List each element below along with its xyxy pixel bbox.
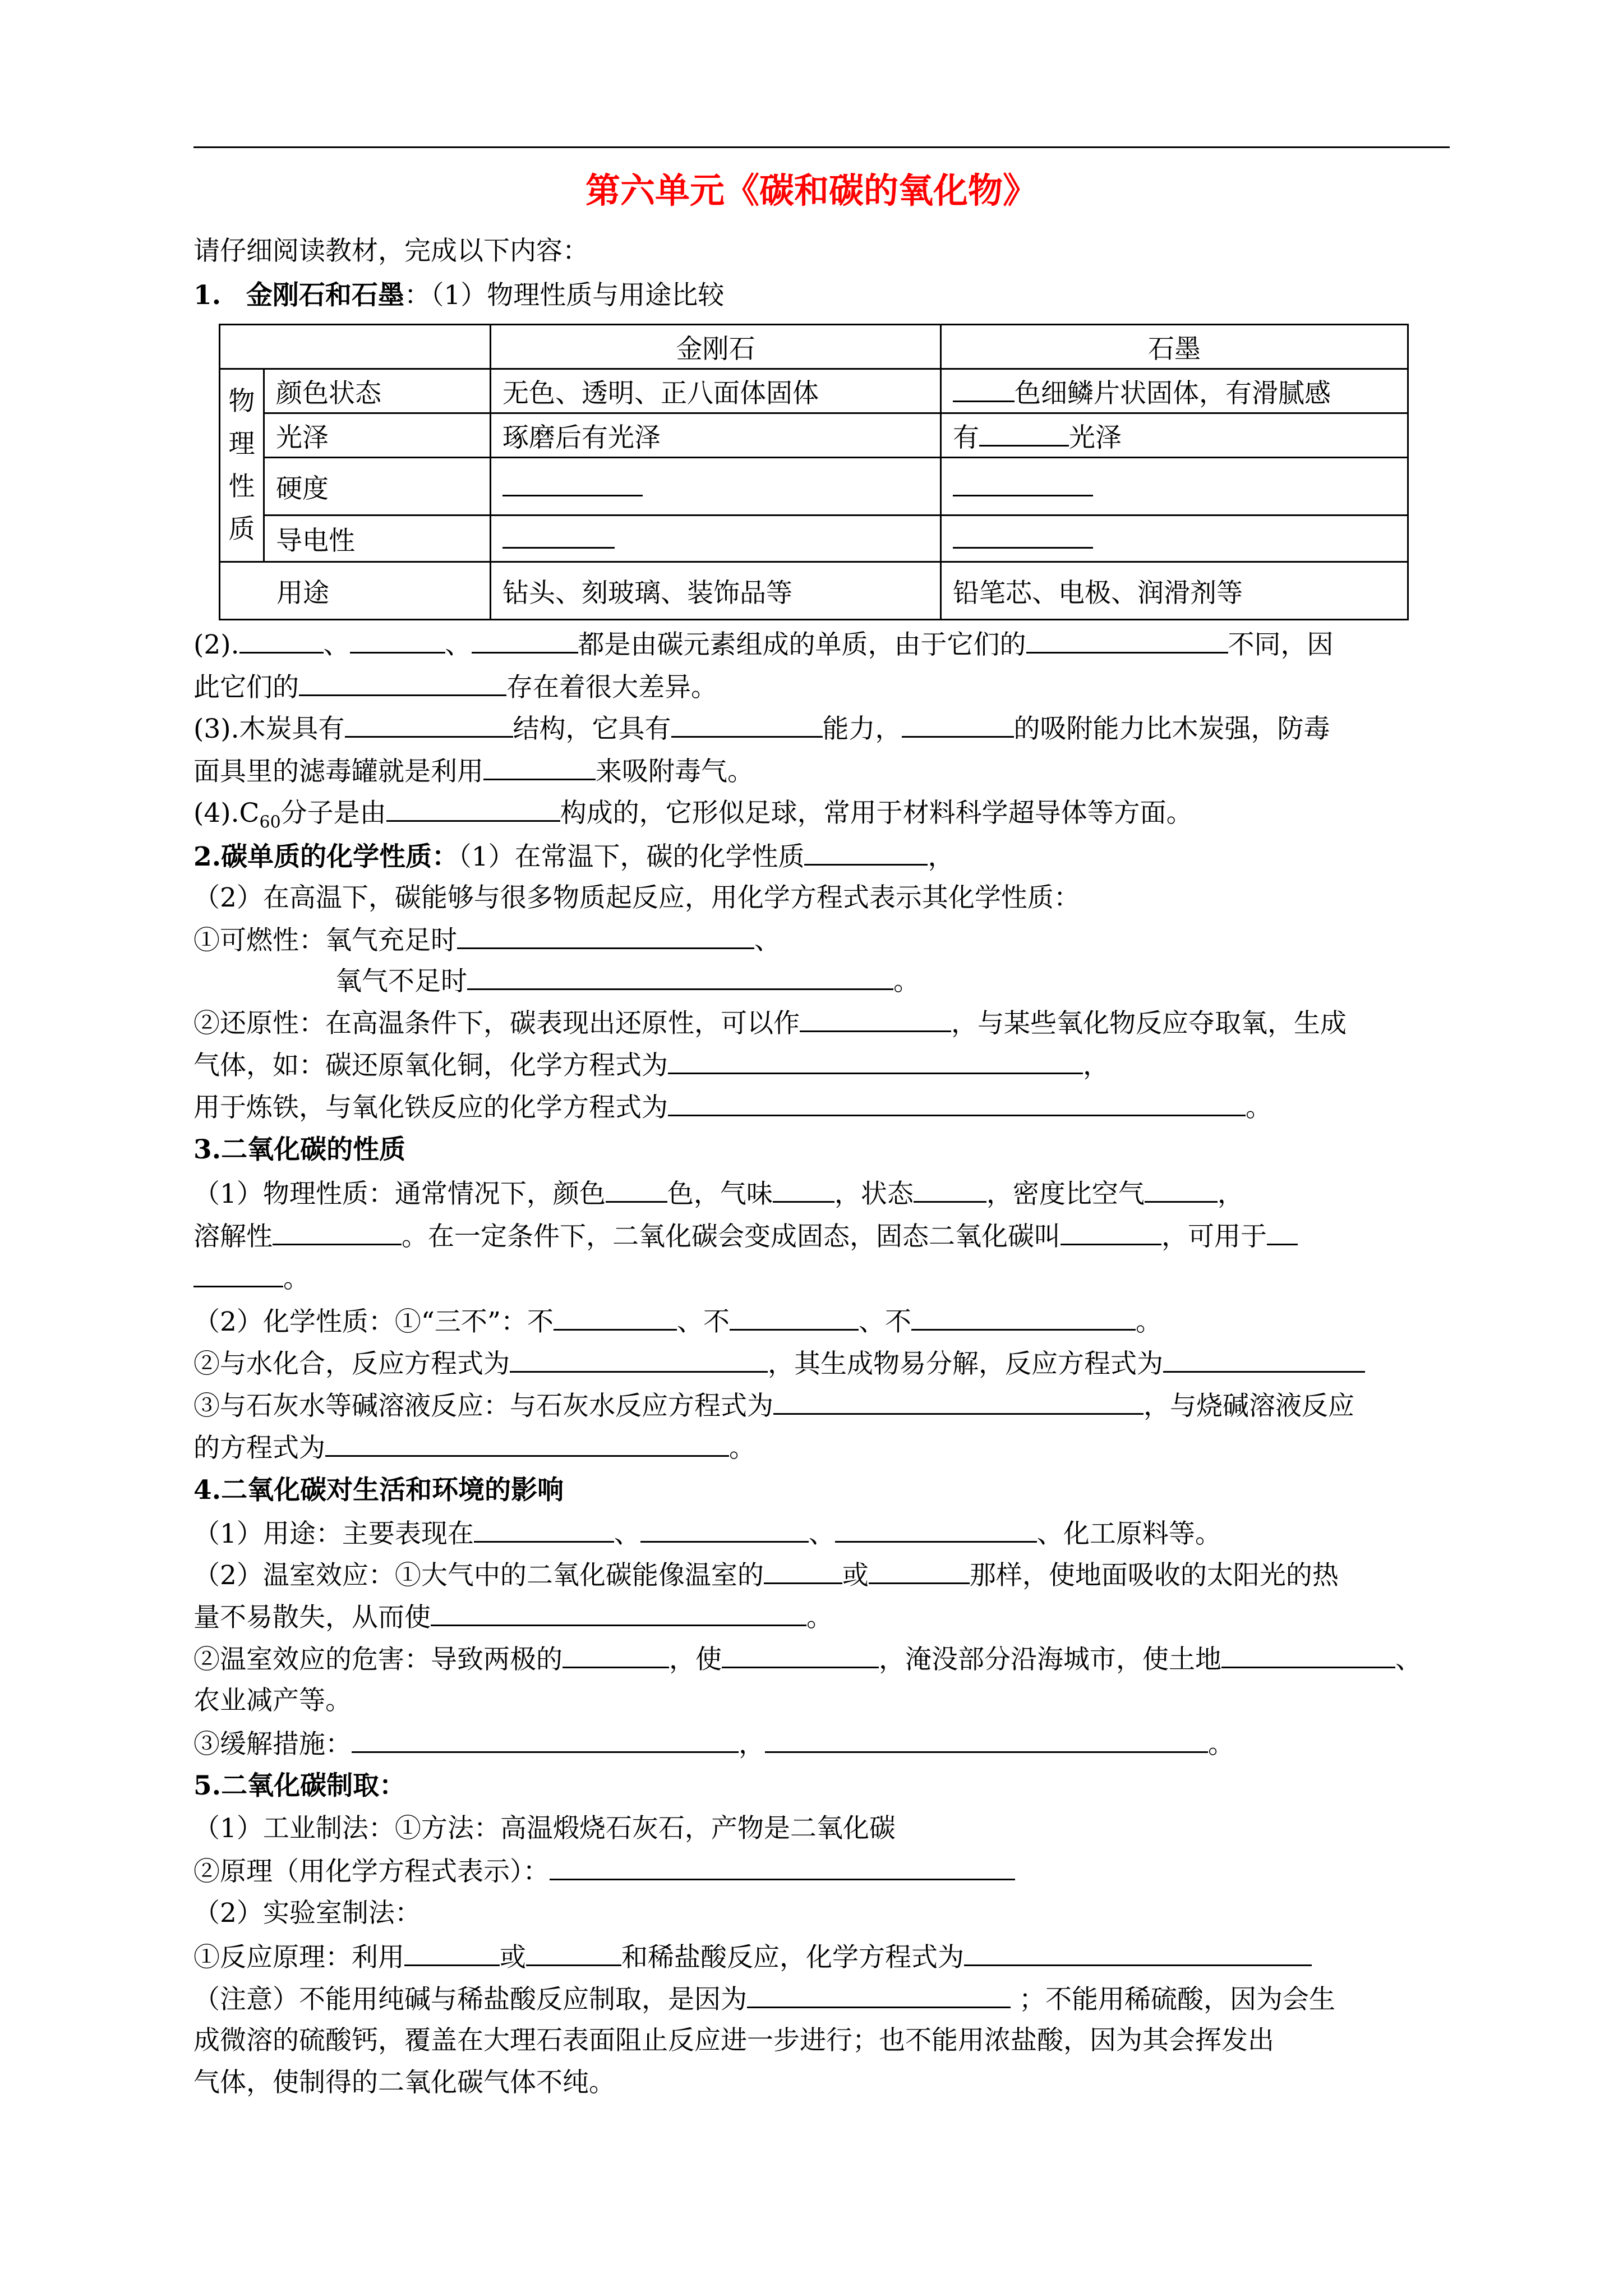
blank-field[interactable]: [457, 923, 754, 949]
section5-title: 5.二氧化碳制取：: [193, 1770, 406, 1801]
section5-heading: [193, 1769, 405, 1803]
section2-title: 2.碳单质的化学性质：: [193, 841, 459, 872]
graphite-text: 有: [953, 422, 979, 453]
blank-field[interactable]: [467, 964, 893, 990]
section4-line1: [193, 1516, 1221, 1551]
s5-text: 成微溶的硫酸钙，覆盖在大理石表面阻止反应进一步进行；也不能用浓盐酸，因为其会挥发出: [193, 2025, 1274, 2056]
s4-text: 、: [808, 1519, 835, 1549]
blank-field[interactable]: [1163, 1346, 1365, 1373]
s4-text: 。: [1208, 1729, 1234, 1760]
blank-field[interactable]: [800, 1006, 951, 1032]
blank-field[interactable]: [668, 1090, 1246, 1116]
blank-field[interactable]: [953, 522, 1093, 549]
blank-field[interactable]: [550, 1854, 1015, 1880]
group-char: 性: [228, 471, 255, 502]
blank-field[interactable]: [804, 839, 928, 866]
q2-text: 、: [323, 629, 350, 660]
diamond-use-cell: 钻头、刻玻璃、装饰品等: [491, 562, 941, 620]
s3-text: 。在一定条件下，二氧化碳会变成固态，固态二氧化碳叫: [402, 1221, 1061, 1252]
blank-field[interactable]: [606, 1176, 667, 1203]
table-row: [220, 458, 1408, 516]
s3-text: 。: [729, 1433, 755, 1464]
blank-field[interactable]: [640, 1516, 809, 1543]
blank-field[interactable]: [902, 711, 1014, 738]
blank-field[interactable]: [1026, 627, 1228, 654]
section5-line3: [193, 1897, 421, 1930]
q4-line: [193, 795, 1193, 839]
blank-field[interactable]: [350, 627, 445, 654]
blank-field[interactable]: [472, 627, 578, 654]
blank-field[interactable]: [765, 1727, 1208, 1753]
s5-text: （2）实验室制法：: [193, 1898, 421, 1929]
blank-field[interactable]: [722, 1642, 879, 1668]
q4-text: 分子是由: [280, 798, 386, 829]
blank-field[interactable]: [1145, 1176, 1218, 1203]
graphite-use-cell: 铅笔芯、电极、润滑剂等: [941, 562, 1408, 620]
blank-field[interactable]: [911, 1304, 1136, 1331]
section4-line6: [193, 1727, 1234, 1761]
s4-text: （2）温室效应：①大气中的二氧化碳能像温室的: [193, 1560, 764, 1591]
page-title: 第六单元《碳和碳的氧化物》: [585, 170, 1038, 211]
section1-number: 1.: [193, 280, 222, 311]
s4-text: 那样，使地面吸收的太阳光的热: [969, 1560, 1339, 1591]
s3-text: ，可用于: [1161, 1221, 1267, 1252]
q4-text: 构成的，它形似足球，常用于材料科学超导体等方面。: [560, 798, 1193, 829]
prop-cell: 硬度: [264, 458, 491, 516]
s3-text: ③与石灰水等碱溶液反应：与石灰水反应方程式为: [193, 1391, 773, 1421]
blank-field[interactable]: [668, 1048, 1083, 1074]
section2-line6: [193, 1048, 1109, 1083]
prop-cell: 颜色状态: [264, 369, 491, 413]
section3-line2: [193, 1219, 1298, 1254]
section2-line7: [193, 1090, 1272, 1125]
s3-text: ，密度比空气: [986, 1179, 1145, 1209]
s4-text: ③缓解措施：: [193, 1729, 352, 1760]
s5-text: ②原理（用化学方程式表示）：: [193, 1856, 550, 1887]
section2-line2: [193, 881, 1080, 915]
section5-line6: [193, 2024, 1274, 2058]
section3-line4: [193, 1304, 1162, 1339]
s2-text: 气体，如：碳还原氧化铜，化学方程式为: [193, 1050, 668, 1081]
s2-text: ②还原性：在高温条件下，碳表现出还原性，可以作: [193, 1008, 800, 1039]
blank-field[interactable]: [979, 420, 1069, 447]
blank-field[interactable]: [914, 1176, 986, 1203]
blank-field[interactable]: [502, 470, 643, 496]
table-row: [220, 562, 1408, 620]
blank-field[interactable]: [386, 795, 560, 822]
subscript-60: 60: [259, 812, 281, 832]
section5-line5: [193, 1982, 1335, 2017]
table-row: [220, 413, 1408, 458]
blank-field[interactable]: [526, 1940, 621, 1966]
s3-text: ，: [1217, 1179, 1244, 1209]
q3-text: 结构，它具有: [513, 714, 671, 744]
q3-line2: [193, 754, 754, 789]
physical-properties-label: [220, 369, 264, 562]
section2-line5: [193, 1006, 1347, 1041]
section1-subtitle: ：（1）物理性质与用途比较: [404, 280, 725, 311]
section4-line5: [193, 1684, 352, 1718]
section3-line7: [193, 1430, 755, 1465]
s4-text: 、: [1395, 1644, 1422, 1675]
intro-line: [193, 234, 589, 268]
blank-field[interactable]: [747, 1982, 1011, 2008]
s4-text: 或: [842, 1560, 869, 1591]
q2-text: 此它们的: [193, 672, 299, 703]
blank-field[interactable]: [869, 1558, 970, 1584]
s5-text: （1）工业制法：①方法：高温煅烧石灰石，产物是二氧化碳: [193, 1813, 896, 1844]
blank-field[interactable]: [431, 1600, 806, 1626]
blank-field[interactable]: [964, 1940, 1312, 1966]
q3-text: 能力，: [822, 714, 902, 744]
blank-field[interactable]: [273, 1219, 402, 1245]
diamond-cell: 琢磨后有光泽: [491, 413, 941, 458]
blank-field[interactable]: [773, 1388, 1144, 1415]
blank-field[interactable]: [953, 376, 1015, 402]
intro-text: 请仔细阅读教材，完成以下内容：: [193, 236, 589, 266]
blank-field[interactable]: [502, 522, 615, 549]
section2-line3: [193, 923, 781, 958]
s2-text: 用于炼铁，与氧化铁反应的化学方程式为: [193, 1092, 668, 1123]
s2-text: 、: [754, 925, 781, 956]
section3-heading: [193, 1133, 405, 1167]
section4-title: 4.二氧化碳对生活和环境的影响: [193, 1475, 564, 1506]
blank-field[interactable]: [1267, 1219, 1298, 1245]
section1-heading: [193, 279, 724, 312]
q3-text: 来吸附毒气。: [596, 756, 754, 787]
group-char: 物: [228, 385, 255, 417]
prop-cell: 导电性: [264, 516, 491, 562]
s4-text: ，: [739, 1729, 765, 1760]
s3-text: 。: [283, 1263, 310, 1294]
s4-text: ，使: [669, 1644, 722, 1675]
s3-text: 、不: [858, 1306, 911, 1337]
s5-text: 气体，使制得的二氧化碳气体不纯。: [193, 2067, 615, 2098]
s3-text: 、不: [676, 1306, 730, 1337]
blank-field[interactable]: [764, 1558, 842, 1584]
section3-line5: [193, 1346, 1365, 1381]
blank-field[interactable]: [1061, 1219, 1161, 1245]
s2-text: ①可燃性：氧气充足时: [193, 925, 457, 956]
s4-text: 、: [614, 1519, 640, 1549]
graphite-cell: [941, 458, 1408, 516]
q2-text: 、: [445, 629, 472, 660]
section5-line7: [193, 2066, 615, 2100]
q2-text: 存在着很大差异。: [506, 672, 717, 703]
blank-field[interactable]: [239, 627, 324, 654]
blank-field[interactable]: [299, 670, 506, 696]
q3-text: (3).木炭具有: [193, 714, 345, 744]
blank-field[interactable]: [325, 1430, 729, 1457]
q3-text: 面具里的滤毒罐就是利用: [193, 756, 483, 787]
q3-text: 的吸附能力比木炭强，防毒: [1013, 714, 1330, 744]
s4-text: 量不易散失，从而使: [193, 1602, 431, 1633]
s2-text: ，: [1083, 1050, 1109, 1081]
s3-text: （2）化学性质：①“三不”：不: [193, 1306, 554, 1337]
q2-line2: [193, 670, 717, 705]
blank-field[interactable]: [474, 1516, 614, 1543]
group-char: 质: [228, 513, 255, 545]
s3-text: （1）物理性质：通常情况下，颜色: [193, 1179, 606, 1209]
s3-text: 溶解性: [193, 1221, 273, 1252]
blank-field[interactable]: [562, 1642, 669, 1668]
blank-field[interactable]: [554, 1304, 677, 1331]
group-char: 理: [228, 428, 255, 459]
section4-line2: [193, 1558, 1339, 1593]
section4-line3: [193, 1600, 833, 1635]
blank-field[interactable]: [352, 1727, 739, 1753]
graphite-cell: [941, 516, 1408, 562]
use-label-cell: 用途: [220, 562, 491, 620]
s2-text: 。: [1246, 1092, 1272, 1123]
section2-line4: [335, 964, 920, 999]
graphite-cell: [941, 369, 1408, 413]
diamond-cell: [491, 516, 941, 562]
blank-field[interactable]: [835, 1516, 1037, 1543]
graphite-text: 光泽: [1069, 422, 1122, 453]
s4-text: （1）用途：主要表现在: [193, 1519, 474, 1549]
blank-field[interactable]: [193, 1261, 283, 1287]
blank-field[interactable]: [404, 1940, 500, 1966]
section2-line1: [193, 839, 954, 874]
section3-line1: [193, 1176, 1244, 1211]
table-row: [220, 516, 1408, 562]
s4-text: 、化工原料等。: [1036, 1519, 1221, 1549]
blank-field[interactable]: [730, 1304, 859, 1331]
table-row: [220, 369, 1408, 413]
s3-text: ②与水化合，反应方程式为: [193, 1349, 510, 1379]
s3-text: ，其生成物易分解，反应方程式为: [768, 1349, 1163, 1379]
section4-line4: [193, 1642, 1422, 1677]
s3-text: 的方程式为: [193, 1433, 325, 1464]
header-rule: [193, 146, 1450, 148]
s4-text: 。: [806, 1602, 833, 1633]
s4-text: ②温室效应的危害：导致两极的: [193, 1644, 562, 1675]
s2-text: ，与某些氧化物反应夺取氧，生成: [951, 1008, 1347, 1039]
col-header-diamond: 金刚石: [491, 325, 941, 369]
q2-text: 不同，因: [1228, 629, 1334, 660]
s3-text: 色，气味: [667, 1179, 773, 1209]
s2-text: ，: [928, 841, 955, 872]
q2-line1: [193, 627, 1334, 662]
s5-text: 或: [500, 1942, 526, 1973]
s2-text: （2）在高温下，碳能够与很多物质起反应，用化学方程式表示其化学性质：: [193, 882, 1080, 913]
section5-line1: [193, 1812, 896, 1846]
properties-table: [219, 324, 1409, 620]
graphite-cell: [941, 413, 1408, 458]
blank-field[interactable]: [953, 470, 1093, 496]
blank-field[interactable]: [345, 711, 513, 738]
q2-text: (2).: [193, 629, 239, 660]
prop-cell: 光泽: [264, 413, 491, 458]
blank-field[interactable]: [483, 754, 596, 780]
q2-text: 都是由碳元素组成的单质，由于它们的: [578, 629, 1026, 660]
blank-field[interactable]: [1221, 1642, 1395, 1668]
s3-text: ，状态: [834, 1179, 914, 1209]
section5-line4: [193, 1940, 1312, 1975]
section3-line3: [193, 1261, 310, 1296]
s2-text: （1）在常温下，碳的化学性质: [458, 841, 805, 872]
blank-field[interactable]: [671, 711, 823, 738]
q3-line1: [193, 711, 1330, 746]
section3-title: 3.二氧化碳的性质: [193, 1134, 406, 1165]
s5-text: 和稀盐酸反应，化学方程式为: [621, 1942, 964, 1973]
table-corner-cell: [220, 325, 491, 369]
section5-line2: [193, 1854, 1015, 1889]
s2-text: 。: [893, 966, 920, 997]
section1-title: 金刚石和石墨: [246, 280, 404, 311]
diamond-cell: [491, 458, 941, 516]
s3-text: 。: [1135, 1306, 1162, 1337]
s5-text: ①反应原理：利用: [193, 1942, 404, 1973]
s5-text: ；不能用稀硫酸，因为会生: [1018, 1984, 1335, 2015]
s2-text: 氧气不足时: [335, 966, 467, 997]
graphite-text: 色细鳞片状固体，有滑腻感: [1015, 378, 1331, 409]
blank-field[interactable]: [773, 1176, 834, 1203]
section4-heading: [193, 1474, 564, 1507]
q4-text: (4).C: [193, 798, 260, 829]
table-header-row: [220, 325, 1408, 369]
s3-text: ，与烧碱溶液反应: [1144, 1391, 1354, 1421]
section3-line6: [193, 1388, 1354, 1423]
s5-text: （注意）不能用纯碱与稀盐酸反应制取，是因为: [193, 1984, 747, 2015]
blank-field[interactable]: [510, 1346, 768, 1373]
s4-text: ，淹没部分沿海城市，使土地: [879, 1644, 1221, 1675]
diamond-cell: 无色、透明、正八面体固体: [491, 369, 941, 413]
col-header-graphite: 石墨: [941, 325, 1408, 369]
s4-text: 农业减产等。: [193, 1685, 352, 1716]
